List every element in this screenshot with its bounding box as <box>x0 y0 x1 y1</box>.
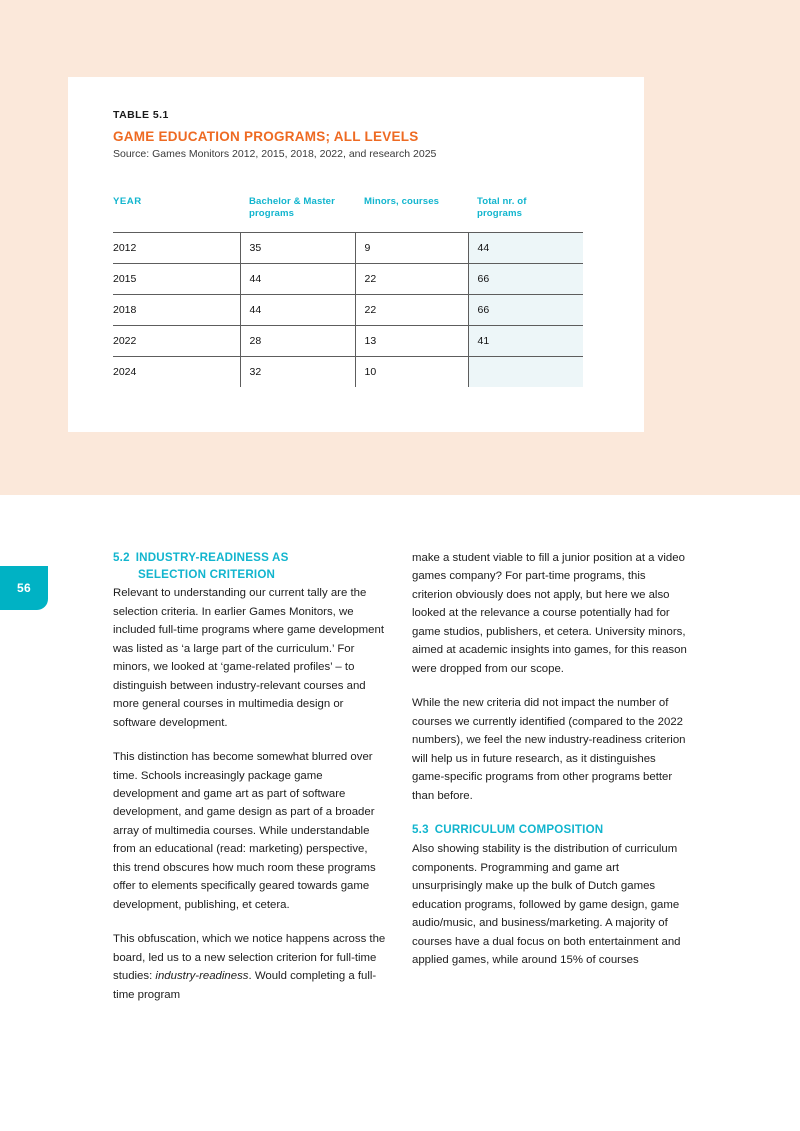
right-text-column <box>412 549 687 970</box>
section-title-5-2-line1: INDUSTRY-READINESS AS <box>135 551 289 564</box>
cell-bachelor-master: 28 <box>240 326 355 357</box>
page-number-badge <box>0 566 48 610</box>
table-highlight-column-tail <box>468 368 583 381</box>
left-paragraph-3-part2: . Would completing a full-time program <box>113 970 377 1001</box>
table-row <box>113 264 583 295</box>
table-head <box>113 196 583 233</box>
column-header-bachelor-master-line1: Bachelor & Master <box>249 196 335 207</box>
table-header-row <box>113 196 583 233</box>
cell-minors: 22 <box>355 264 468 295</box>
cell-total: 66 <box>468 295 583 326</box>
section-number-5-3: 5.3 <box>412 823 429 837</box>
left-paragraph-1: Relevant to understanding our current tally are the selection criteria. In earlier Games Monitors, we included full-time programs where game development was listed as ‘a large part of the curriculum.’ For minors, we looked at ‘game-related profiles’ – to distinguish between industry-relevant courses and more general courses in multimedia design or software development. <box>113 587 384 729</box>
table-rule-tail-2 <box>355 368 356 381</box>
column-header-bachelor-master-line2: programs <box>249 207 295 219</box>
cell-bachelor-master: 35 <box>240 233 355 264</box>
cell-minors: 13 <box>355 326 468 357</box>
section-heading-5-3 <box>412 821 687 838</box>
cell-total: 44 <box>468 233 583 264</box>
cell-year: 2022 <box>113 326 240 357</box>
left-paragraph-3-part1: This obfuscation, which we notice happens across the board, led us to a new selection criterion for full-time studies: <box>113 933 386 983</box>
column-header-year-line1: YEAR <box>113 196 142 207</box>
section-title-5-2-line2: SELECTION CRITERION <box>138 568 276 582</box>
column-header-total <box>468 196 583 233</box>
cell-year: 2024 <box>113 357 240 388</box>
cell-bachelor-master: 44 <box>240 295 355 326</box>
left-text-column <box>113 549 388 1004</box>
section-heading-5-2 <box>113 549 388 583</box>
body-text-columns <box>113 549 687 1069</box>
cell-total: 41 <box>468 326 583 357</box>
cell-year: 2012 <box>113 233 240 264</box>
column-header-minors-line1: Minors, courses <box>364 196 440 207</box>
table-row <box>113 326 583 357</box>
table-label: TABLE 5.1 <box>113 109 169 121</box>
column-header-total-line2: programs <box>477 207 523 219</box>
section-title-5-3: CURRICULUM COMPOSITION <box>434 823 604 837</box>
table-rule-tail-3 <box>468 368 469 381</box>
cell-year: 2015 <box>113 264 240 295</box>
cell-minors: 10 <box>355 357 468 388</box>
game-education-programs-table <box>113 196 583 387</box>
table-title: GAME EDUCATION PROGRAMS; ALL LEVELS <box>113 128 419 144</box>
right-paragraph-1: make a student viable to fill a junior position at a video games company? For part-time programs, this criterion obviously does not apply, but here we also looked at the relevance a course potentially had for game studios, publishers, et cetera. University minors, aimed at academic insights into games, for this reason were dropped from our scope. <box>412 552 687 675</box>
right-paragraph-2: While the new criteria did not impact the number of courses we currently identified (compared to the 2022 numbers), we feel the new industry-readiness criterion will help us in future research, as it distinguishes game-specific programs from other programs better than before. <box>412 697 686 802</box>
left-paragraph-3-emphasis: industry-readiness <box>155 970 249 983</box>
column-header-minors <box>355 196 468 233</box>
left-paragraph-3 <box>113 930 388 1004</box>
table-body <box>113 233 583 388</box>
cell-minors: 9 <box>355 233 468 264</box>
cell-bachelor-master: 44 <box>240 264 355 295</box>
table-row <box>113 295 583 326</box>
left-paragraph-2: This distinction has become somewhat blurred over time. Schools increasingly package game development and game art as part of software development, and game design as part of a broader array of multimedia courses. While understandable from an educational (read: marketing) perspective, this trend obscures how much room these programs offer to elements specifically geared towards game development, publishing, et cetera. <box>113 751 376 911</box>
right-paragraph-3: Also showing stability is the distribution of curriculum components. Programming and game art unsurprisingly make up the bulk of Dutch games education programs, followed by game design, game audio/music, and business/marketing. A majority of courses have a dual focus on both entertainment and applied games, while around 15% of courses <box>412 843 681 967</box>
page-number: 56 <box>17 581 31 595</box>
table-source-line: Source: Games Monitors 2012, 2015, 2018, 2022, and research 2025 <box>113 148 437 161</box>
column-header-bachelor-master <box>240 196 355 233</box>
table-row <box>113 233 583 264</box>
table-rule-tail-1 <box>240 368 241 381</box>
column-header-total-line1: Total nr. of <box>477 196 527 207</box>
cell-bachelor-master: 32 <box>240 357 355 388</box>
cell-minors: 22 <box>355 295 468 326</box>
cell-total: 66 <box>468 264 583 295</box>
cell-year: 2018 <box>113 295 240 326</box>
section-number-5-2: 5.2 <box>113 551 130 564</box>
column-header-year <box>113 196 240 233</box>
table-card-header <box>113 110 599 162</box>
